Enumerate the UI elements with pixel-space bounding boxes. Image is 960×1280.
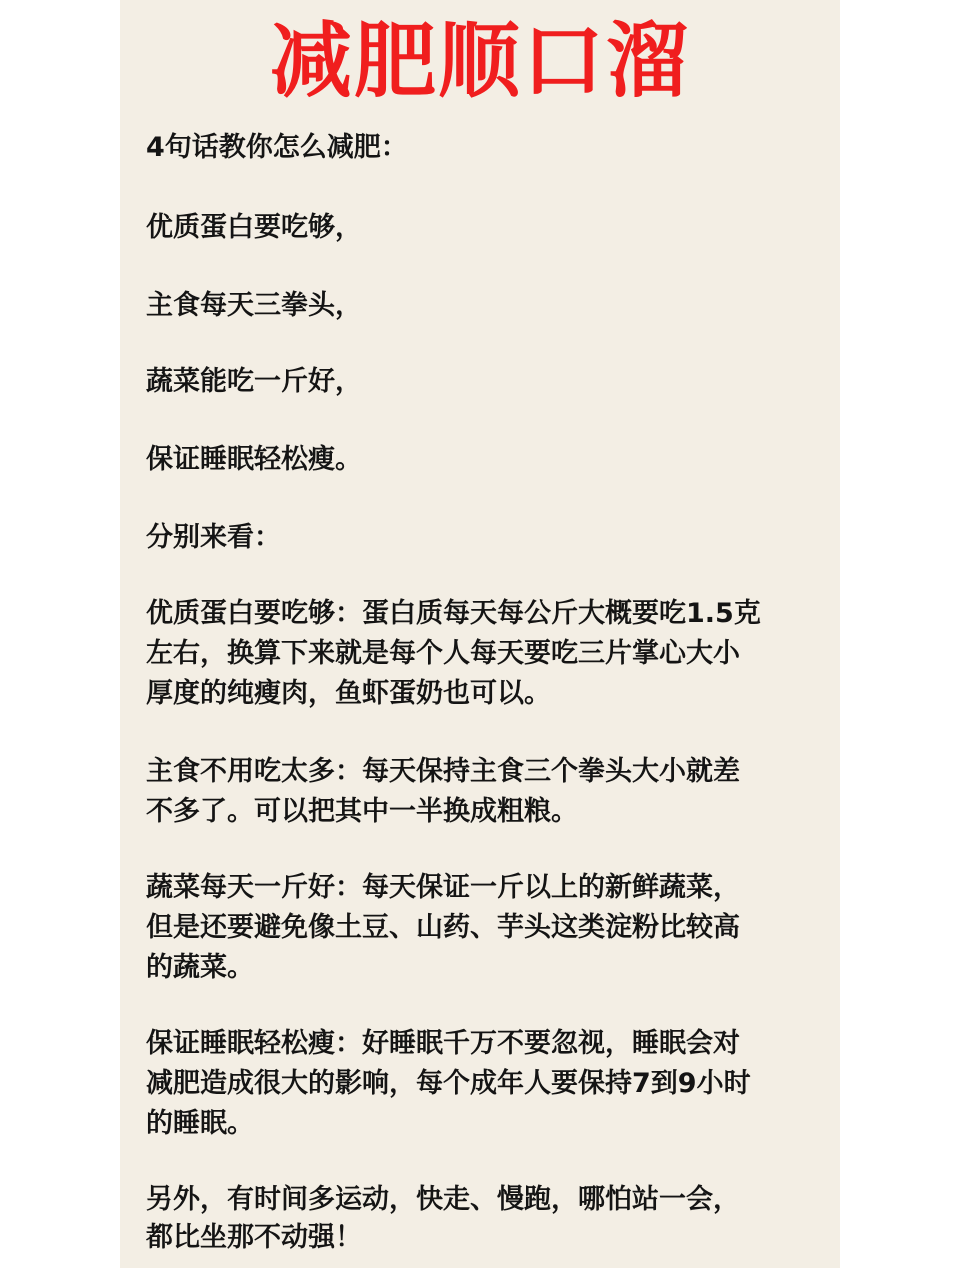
rhyme-line-2: 主食每天三拳头， [146,290,362,321]
note-card [120,0,840,1268]
paragraph-vegetable-line-2: 但是还要避免像土豆、山药、芋头这类淀粉比较高 [146,912,740,943]
paragraph-staple-line-2: 不多了。可以把其中一半换成粗粮。 [146,796,578,827]
paragraph-sleep-line-3: 的睡眠。 [146,1108,254,1139]
rhyme-line-4: 保证睡眠轻松瘦。 [146,444,362,475]
paragraph-staple-line-1: 主食不用吃太多：每天保持主食三个拳头大小就差 [146,756,740,787]
rhyme-line-1: 优质蛋白要吃够， [146,212,362,243]
paragraph-protein-line-1: 优质蛋白要吃够：蛋白质每天每公斤大概要吃1.5克 [146,598,761,629]
page-title: 减肥顺口溜 [269,14,690,109]
paragraph-vegetable-line-3: 的蔬菜。 [146,952,254,983]
paragraph-sleep-line-1: 保证睡眠轻松瘦：好睡眠千万不要忽视，睡眠会对 [146,1028,740,1059]
paragraph-sleep-line-2: 减肥造成很大的影响，每个成年人要保持7到9小时 [146,1068,751,1099]
paragraph-exercise-line-1: 另外，有时间多运动，快走、慢跑，哪怕站一会， [146,1184,740,1215]
paragraph-exercise-line-2: 都比坐那不动强！ [146,1222,362,1253]
intro-line: 4句话教你怎么减肥： [146,132,408,163]
paragraph-protein-line-2: 左右，换算下来就是每个人每天要吃三片掌心大小 [146,638,740,669]
paragraph-protein-line-3: 厚度的纯瘦肉，鱼虾蛋奶也可以。 [146,678,551,709]
section-heading: 分别来看： [146,522,281,553]
rhyme-line-3: 蔬菜能吃一斤好， [146,366,362,397]
paragraph-vegetable-line-1: 蔬菜每天一斤好：每天保证一斤以上的新鲜蔬菜， [146,872,740,903]
